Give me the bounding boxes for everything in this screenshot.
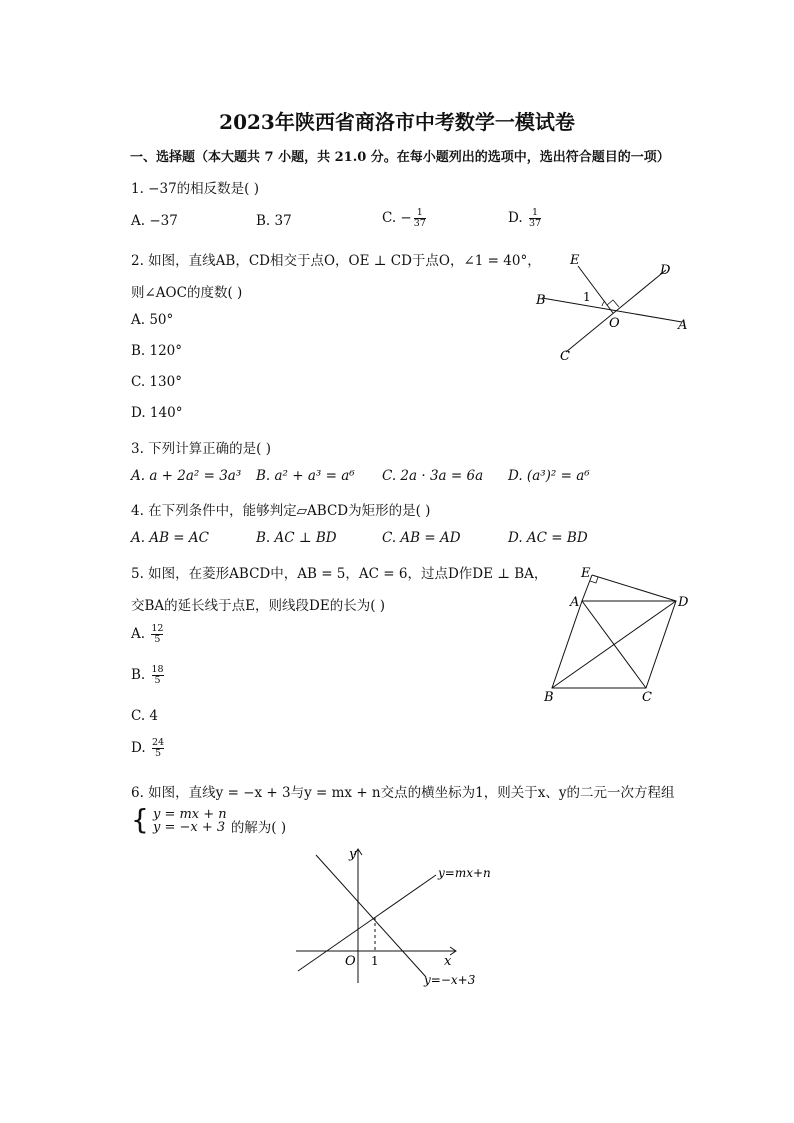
q3-option-b[interactable]: B. a² + a³ = a⁶ [256, 468, 355, 484]
line-label-mx-n: y=mx+n [438, 866, 491, 880]
q4-option-d[interactable]: D. AC = BD [508, 530, 588, 546]
q1-option-d-fraction [529, 208, 541, 229]
x-axis-label: x [444, 954, 452, 969]
q4-option-a[interactable]: A. AB = AC [131, 530, 209, 546]
q5-option-b[interactable] [131, 665, 164, 686]
q3-option-a[interactable]: A. a + 2a² = 3a³ [131, 468, 242, 484]
question-6-stem: 6. 如图，直线y = −x + 3与y = mx + n交点的横坐标为1，则关于x、y的二元一次方程组 [131, 785, 675, 801]
q1-option-c-fraction [414, 208, 426, 229]
q5-option-b-fraction [152, 665, 164, 686]
q1-option-a[interactable]: A. −37 [131, 213, 178, 229]
point-label-c: C [560, 349, 570, 364]
section-heading: 一、选择题（本大题共 7 小题，共 21.0 分。在每小题列出的选项中，选出符合题目的一项） [130, 150, 670, 165]
line-label-neg-x-3: y=−x+3 [424, 973, 476, 987]
question-3-stem: 3. 下列计算正确的是( ) [131, 441, 271, 457]
question-1-stem: 1. −37的相反数是( ) [131, 181, 259, 197]
question-2-stem-line2: 则∠AOC的度数( ) [131, 285, 243, 301]
q3-option-d[interactable]: D. (a³)² = a⁶ [508, 468, 590, 484]
q5-option-b-label: B. [131, 667, 150, 683]
q5-option-c[interactable]: C. 4 [131, 708, 159, 724]
q3-option-c[interactable]: C. 2a · 3a = 6a [382, 468, 484, 484]
diagonal-bd [552, 601, 676, 688]
q5-option-a-label: A. [131, 626, 150, 642]
q6-tail: 的解为( ) [230, 820, 287, 836]
q2-option-a[interactable]: A. 50° [131, 312, 174, 328]
fraction-numerator: 18 [151, 664, 164, 675]
q1-option-d-label: D. [508, 210, 527, 226]
right-angle-mark [607, 300, 619, 307]
q5-rhombus-figure [536, 561, 696, 706]
q2-option-d[interactable]: D. 140° [131, 405, 183, 421]
q2-option-c[interactable]: C. 130° [131, 374, 182, 390]
fraction-numerator: 1 [531, 207, 538, 218]
question-5-stem-line1: 5. 如图，在菱形ABCD中，AB = 5，AC = 6，过点D作DE ⊥ BA， [131, 566, 548, 582]
y-axis-label: y [349, 847, 357, 862]
point-label-a: A [678, 318, 688, 333]
q5-option-d-fraction [152, 738, 164, 759]
angle-arc [602, 301, 605, 306]
tick-label-1: 1 [371, 954, 379, 968]
page-title: 2023年陕西省商洛市中考数学一模试卷 [219, 110, 575, 134]
point-label-a: A [570, 595, 580, 610]
q1-option-c-label: C. − [382, 210, 412, 226]
q1-option-c[interactable] [382, 208, 426, 229]
line-cd [566, 270, 666, 352]
q1-option-d[interactable] [508, 208, 541, 229]
q5-option-a-fraction [151, 624, 163, 645]
fraction-denominator: 5 [154, 634, 161, 645]
system-equation-1: y = mx + n [152, 807, 227, 822]
origin-label: O [345, 954, 356, 969]
point-label-b: B [536, 293, 546, 308]
q5-option-d-label: D. [131, 740, 150, 756]
line-y-mx-n [298, 875, 436, 971]
point-label-e: E [581, 566, 591, 581]
segment-de [592, 575, 676, 601]
fraction-denominator: 37 [413, 218, 426, 229]
q4-option-c[interactable]: C. AB = AD [382, 530, 461, 546]
fraction-denominator: 5 [154, 675, 161, 686]
q6-coordinate-figure [290, 843, 510, 993]
point-label-c: C [642, 690, 652, 705]
fraction-numerator: 12 [151, 623, 164, 634]
q2-angle-figure [530, 248, 700, 366]
q4-option-b[interactable]: B. AC ⊥ BD [256, 530, 337, 546]
q5-option-a[interactable] [131, 624, 163, 645]
point-label-o: O [609, 316, 620, 331]
brace-icon: { [131, 803, 149, 836]
angle-label-1: 1 [583, 290, 591, 304]
fraction-numerator: 1 [416, 207, 423, 218]
q2-option-b[interactable]: B. 120° [131, 343, 183, 359]
point-label-d: D [678, 595, 689, 610]
question-5-stem-line2: 交BA的延长线于点E，则线段DE的长为( ) [131, 598, 386, 614]
system-equation-2: y = −x + 3 [152, 820, 226, 835]
question-4-stem: 4. 在下列条件中，能够判定▱ABCD为矩形的是( ) [131, 503, 431, 519]
point-label-b: B [544, 690, 554, 705]
point-label-d: D [660, 263, 671, 278]
point-label-e: E [570, 253, 580, 268]
system-lines [153, 808, 227, 834]
fraction-denominator: 5 [154, 748, 161, 759]
question-2-stem-line1: 2. 如图，直线AB，CD相交于点O，OE ⊥ CD于点O，∠1 = 40°， [131, 253, 541, 269]
q6-equation-system [131, 803, 287, 836]
fraction-denominator: 37 [528, 218, 542, 229]
q1-option-b[interactable]: B. 37 [256, 213, 292, 229]
fraction-numerator: 24 [151, 737, 165, 748]
q5-option-d[interactable] [131, 738, 164, 759]
